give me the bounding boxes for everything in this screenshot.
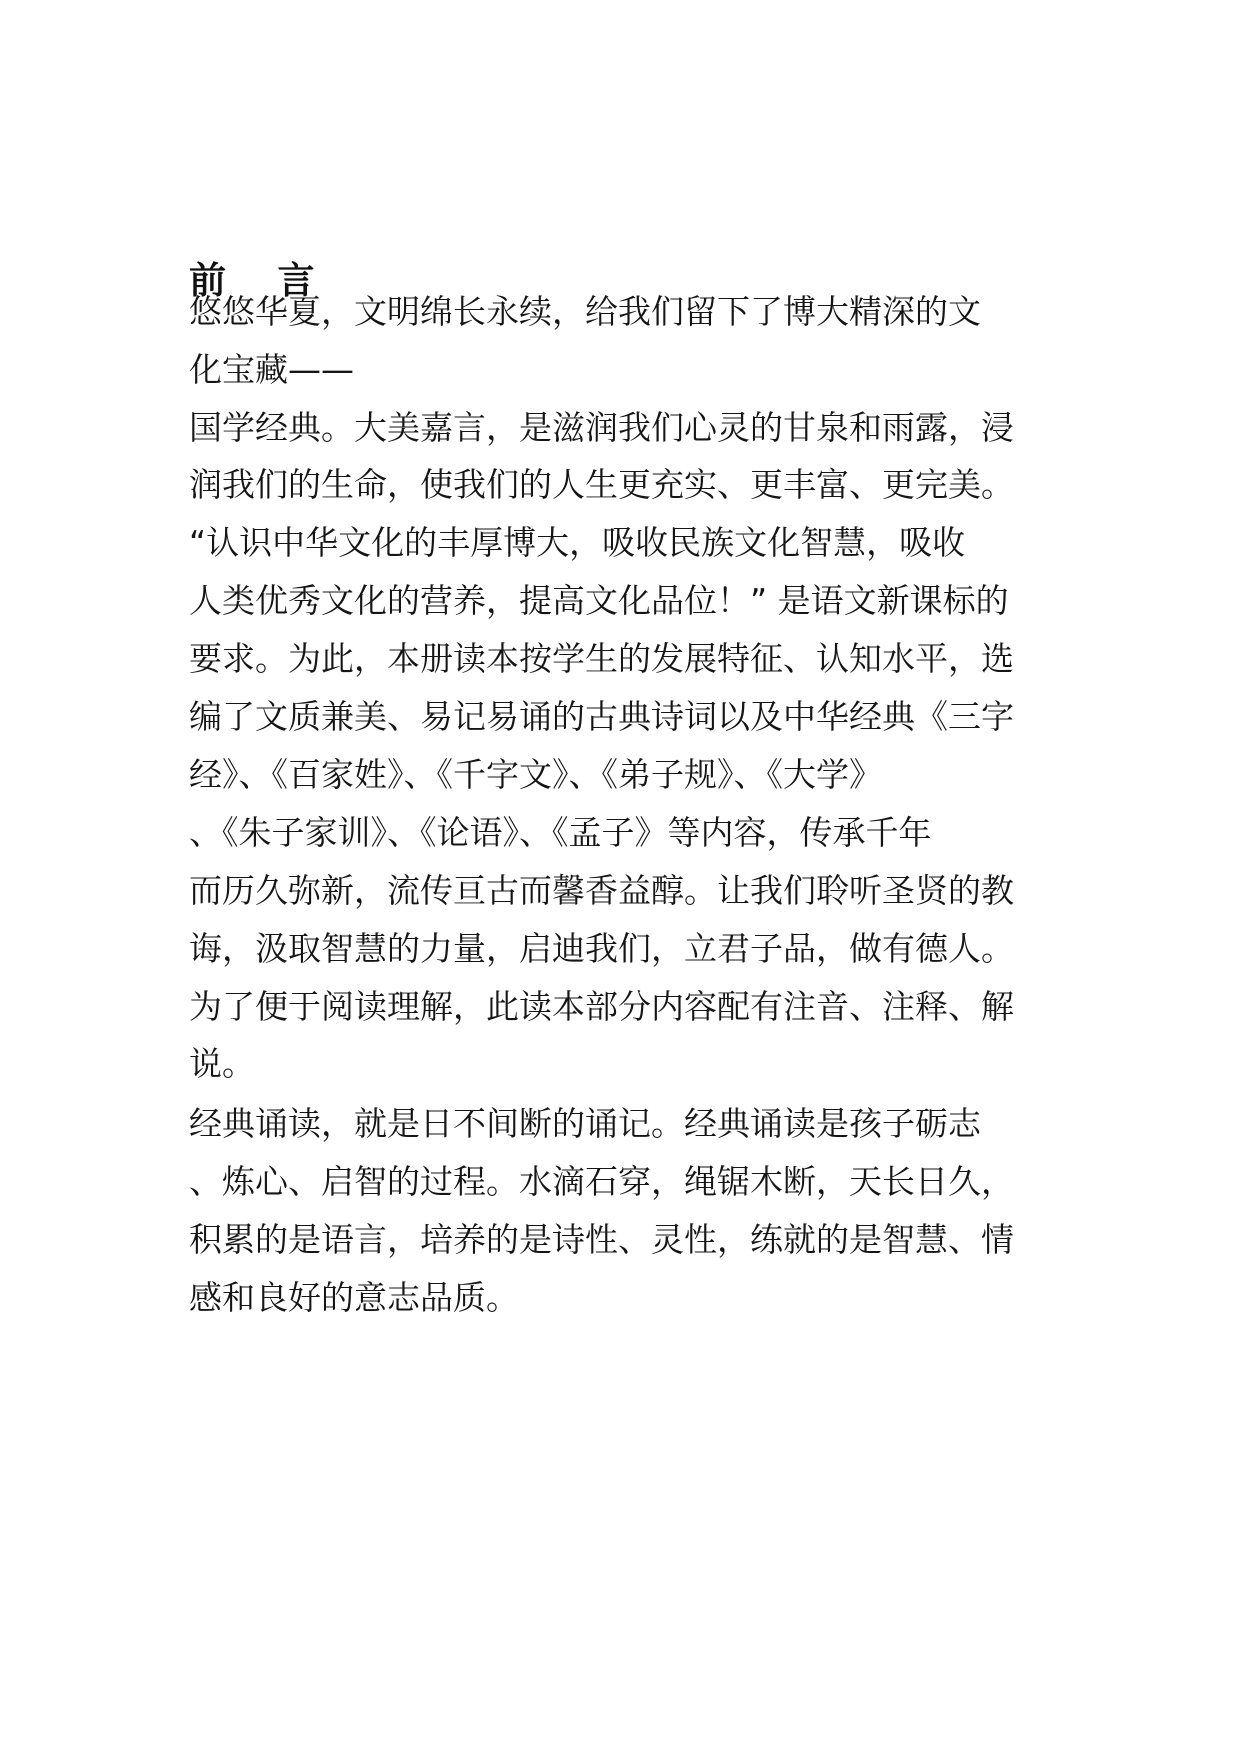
text-line: 说。 (189, 1044, 255, 1083)
text-line: 编了文质兼美、易记易诵的古典诗词以及中华经典《三字 (189, 697, 1014, 736)
text-line: 润我们的生命，使我们的人生更充实、更丰富、更完美。 (189, 465, 1014, 504)
text-line: 积累的是语言，培养的是诗性、灵性，练就的是智慧、情 (189, 1220, 1014, 1259)
text-line: 悠悠华夏，文明绵长永续，给我们留下了博大精深的文 (189, 292, 981, 331)
text-line: 、《朱子家训》、《论语》、《孟子》等内容，传承千年 (189, 813, 932, 852)
text-line: 人类优秀文化的营养，提高文化品位！” 是语文新课标的 (189, 581, 1009, 620)
text-line: 化宝藏—— (189, 350, 354, 389)
text-line: 要求。为此，本册读本按学生的发展特征、认知水平，选 (189, 639, 1014, 678)
text-line: 国学经典。大美嘉言，是滋润我们心灵的甘泉和雨露，浸 (189, 408, 1014, 447)
text-line: 为了便于阅读理解，此读本部分内容配有注音、注释、解 (189, 987, 1014, 1026)
text-line: 经》、《百家姓》、《千字文》、《弟子规》、《大学》 (189, 755, 882, 794)
page-title: 前 言 (189, 258, 315, 302)
text-line: 诲，汲取智慧的力量，启迪我们，立君子品，做有德人。 (189, 929, 1014, 968)
text-line: 而历久弥新，流传亘古而馨香益醇。让我们聆听圣贤的教 (189, 871, 1014, 910)
text-line: 经典诵读，就是日不间断的诵记。经典诵读是孩子砺志 (189, 1104, 981, 1143)
text-line: 、炼心、启智的过程。水滴石穿，绳锯木断，天长日久， (189, 1162, 1014, 1201)
text-line: 感和良好的意志品质。 (189, 1278, 519, 1317)
text-line: “认识中华文化的丰厚博大，吸收民族文化智慧，吸收 (189, 523, 966, 562)
